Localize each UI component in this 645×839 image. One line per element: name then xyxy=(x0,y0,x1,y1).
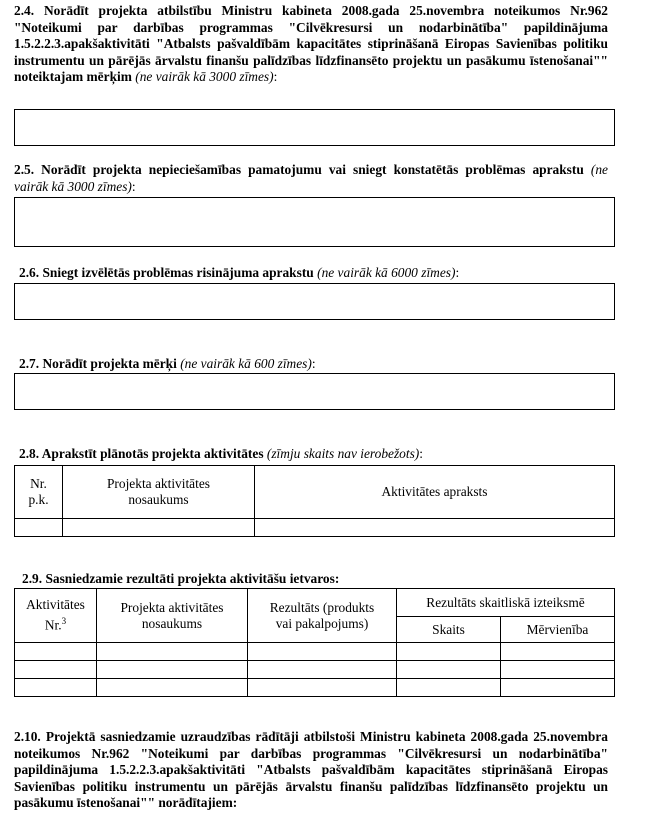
colon: : xyxy=(419,446,423,461)
header-activity-nr xyxy=(15,589,97,643)
cell-input[interactable] xyxy=(501,661,615,679)
section-2-7-title xyxy=(19,356,613,373)
section-2-5-title xyxy=(14,162,608,195)
table-row xyxy=(15,519,615,537)
cell-input[interactable] xyxy=(15,643,97,661)
cell-input[interactable] xyxy=(255,519,615,537)
section-2-6-input-box[interactable] xyxy=(14,283,615,320)
cell-input[interactable] xyxy=(397,643,501,661)
section-text: Projektā sasniedzamie uzraudzības rādītāji atbilstoši Ministru kabineta 2008.gada 25.novembra noteikumos Nr.962 "Noteikumi par darbības programmas "Cilvēkresursi un nodarbinātība" papildinājuma 1.5.2.2.3.apakšaktivitāti "Atbalsts pašvaldībām kapacitātes stiprināšanā Eiropas Savienības politiku instrumentu un pārējās ārvalstu finanšu palīdzības līdzfinansēto projektu un pasākumu īstenošanai"" norādītajiem: xyxy=(14,729,608,811)
table-header-row xyxy=(15,466,615,519)
section-text: Norādīt projekta nepieciešamības pamatojumu vai sniegt konstatētās problēmas aprakstu xyxy=(41,162,584,177)
section-text: Sniegt izvēlētās problēmas risinājuma aprakstu xyxy=(42,265,314,280)
colon: : xyxy=(455,265,460,280)
section-number: 2.9. xyxy=(22,571,43,586)
section-2-7-input-box[interactable] xyxy=(14,373,615,410)
cell-input[interactable] xyxy=(97,661,248,679)
cell-input[interactable] xyxy=(501,679,615,697)
table-header-row xyxy=(15,589,615,617)
table-row xyxy=(15,643,615,661)
section-2-6-title xyxy=(19,265,613,282)
section-number: 2.7. xyxy=(19,356,40,371)
header-activity-nr-label: Aktivitātes Nr. xyxy=(26,597,85,633)
section-number: 2.5. xyxy=(14,162,35,177)
cell-input[interactable] xyxy=(248,679,397,697)
section-number: 2.10. xyxy=(14,729,41,744)
cell-input[interactable] xyxy=(97,679,248,697)
footnote-ref: 3 xyxy=(61,616,67,627)
section-2-10-title xyxy=(14,729,608,812)
cell-input[interactable] xyxy=(15,661,97,679)
section-2-4-input-box[interactable] xyxy=(14,109,615,146)
header-result: Rezultāts (produkts vai pakalpojums) xyxy=(248,589,397,643)
cell-input[interactable] xyxy=(63,519,255,537)
header-count: Skaits xyxy=(397,617,501,643)
char-limit-note: (ne vairāk kā 6000 zīmes) xyxy=(317,265,456,280)
header-activity-name: Projekta aktivitātes nosaukums xyxy=(63,466,255,519)
section-2-8-title xyxy=(19,446,613,463)
cell-input[interactable] xyxy=(397,679,501,697)
section-text: Aprakstīt plānotās projekta aktivitātes xyxy=(41,446,264,461)
activities-table xyxy=(14,465,615,537)
section-text: Norādīt projekta atbilstību Ministru kabineta 2008.gada 25.novembra noteikumos Nr.962 "Noteikumi par darbības programmas "Cilvēkresursi un nodarbinātība" papildinājuma 1.5.2.2.3.apakšaktivitāti "Atbalsts pašvaldībām kapacitātes stiprināšanā Eiropas Savienības politiku instrumentu un pārējās ārvalstu finanšu palīdzības līdzfinansēto projektu un pasākumu īstenošanai"" noteiktajam mērķim xyxy=(14,3,608,85)
section-2-4-title xyxy=(14,3,608,86)
cell-input[interactable] xyxy=(15,679,97,697)
colon: : xyxy=(131,178,136,194)
char-limit-note: (zīmju skaits nav ierobežots) xyxy=(266,446,420,461)
table-row xyxy=(15,679,615,697)
cell-input[interactable] xyxy=(501,643,615,661)
char-limit-note: (ne vairāk kā 3000 zīmes) xyxy=(14,162,608,194)
colon: : xyxy=(273,69,278,85)
header-activity-name: Projekta aktivitātes nosaukums xyxy=(97,589,248,643)
cell-input[interactable] xyxy=(15,519,63,537)
section-text: Norādīt projekta mērķi xyxy=(42,356,177,371)
header-unit: Mērvienība xyxy=(501,617,615,643)
section-2-9-title xyxy=(22,571,612,588)
char-limit-note: (ne vairāk kā 3000 zīmes) xyxy=(135,69,274,85)
header-numeric-result: Rezultāts skaitliskā izteiksmē xyxy=(397,589,615,617)
section-2-5-input-box[interactable] xyxy=(14,197,615,247)
cell-input[interactable] xyxy=(397,661,501,679)
header-activity-description: Aktivitātes apraksts xyxy=(255,466,615,519)
colon: : xyxy=(311,356,316,371)
cell-input[interactable] xyxy=(248,643,397,661)
results-table xyxy=(14,588,615,697)
section-number: 2.6. xyxy=(19,265,40,280)
cell-input[interactable] xyxy=(248,661,397,679)
table-row xyxy=(15,661,615,679)
section-text: Sasniedzamie rezultāti projekta aktivitāšu ietvaros: xyxy=(45,571,340,586)
section-number: 2.8. xyxy=(19,446,40,461)
char-limit-note: (ne vairāk kā 600 zīmes) xyxy=(180,356,312,371)
header-nr: Nr. p.k. xyxy=(15,466,63,519)
section-number: 2.4. xyxy=(14,3,35,18)
cell-input[interactable] xyxy=(97,643,248,661)
